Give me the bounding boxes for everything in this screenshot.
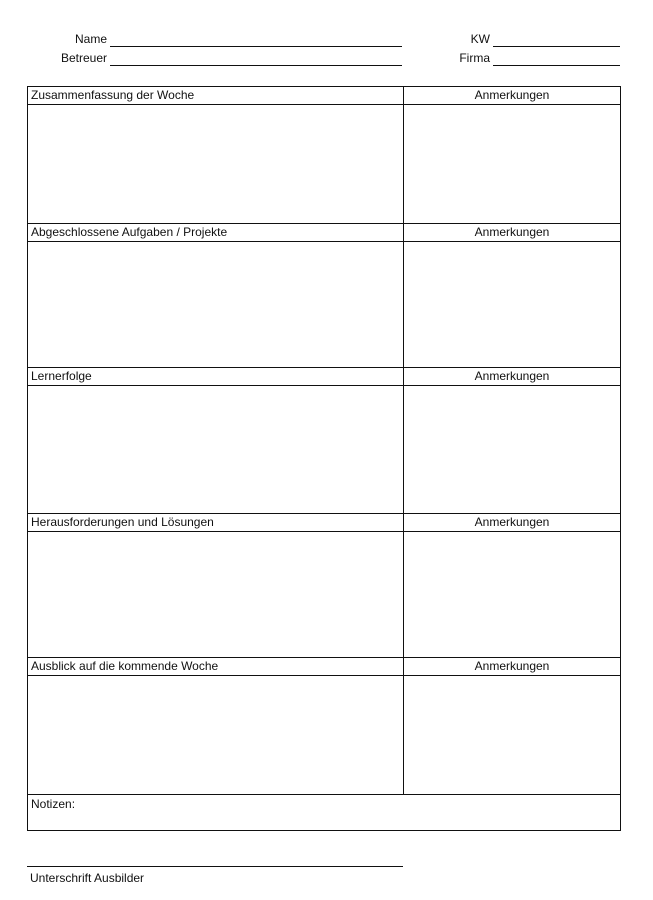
signature-label: Unterschrift Ausbilder: [30, 871, 145, 885]
section-body-row: [28, 242, 621, 368]
name-label: Name: [74, 32, 107, 46]
betreuer-label: Betreuer: [60, 51, 107, 65]
section-body-row: [28, 386, 621, 514]
name-field[interactable]: [110, 46, 402, 47]
section-title: Ausblick auf die kommende Woche: [28, 658, 404, 676]
section-header-row: [28, 87, 621, 105]
notes-column-header: Anmerkungen: [404, 514, 621, 532]
section-content-field[interactable]: [28, 242, 404, 368]
notes-column-header: Anmerkungen: [404, 87, 621, 105]
section-notes-field[interactable]: [404, 386, 621, 514]
section-header-row: [28, 368, 621, 386]
section-title: Abgeschlossene Aufgaben / Projekte: [28, 224, 404, 242]
section-body-row: [28, 676, 621, 795]
section-body-row: [28, 105, 621, 224]
section-title: Herausforderungen und Lösungen: [28, 514, 404, 532]
section-content-field[interactable]: [28, 386, 404, 514]
section-header-row: [28, 658, 621, 676]
notes-field[interactable]: [28, 795, 621, 831]
section-content-field[interactable]: [28, 676, 404, 795]
section-header-row: [28, 514, 621, 532]
betreuer-field[interactable]: [110, 65, 402, 66]
section-notes-field[interactable]: [404, 242, 621, 368]
section-content-field[interactable]: [28, 105, 404, 224]
weekly-report-table: [27, 86, 621, 831]
notes-column-header: Anmerkungen: [404, 658, 621, 676]
firma-field[interactable]: [493, 65, 620, 66]
signature-line[interactable]: [27, 866, 403, 867]
section-notes-field[interactable]: [404, 105, 621, 224]
kw-label: KW: [470, 32, 490, 46]
notes-label: Notizen:: [31, 797, 76, 811]
section-notes-field[interactable]: [404, 676, 621, 795]
section-title: Zusammenfassung der Woche: [28, 87, 404, 105]
section-body-row: [28, 532, 621, 658]
notes-column-header: Anmerkungen: [404, 224, 621, 242]
notes-column-header: Anmerkungen: [404, 368, 621, 386]
section-header-row: [28, 224, 621, 242]
kw-field[interactable]: [493, 46, 620, 47]
section-content-field[interactable]: [28, 532, 404, 658]
notes-row: [28, 795, 621, 831]
firma-label: Firma: [459, 51, 490, 65]
section-title: Lernerfolge: [28, 368, 404, 386]
section-notes-field[interactable]: [404, 532, 621, 658]
